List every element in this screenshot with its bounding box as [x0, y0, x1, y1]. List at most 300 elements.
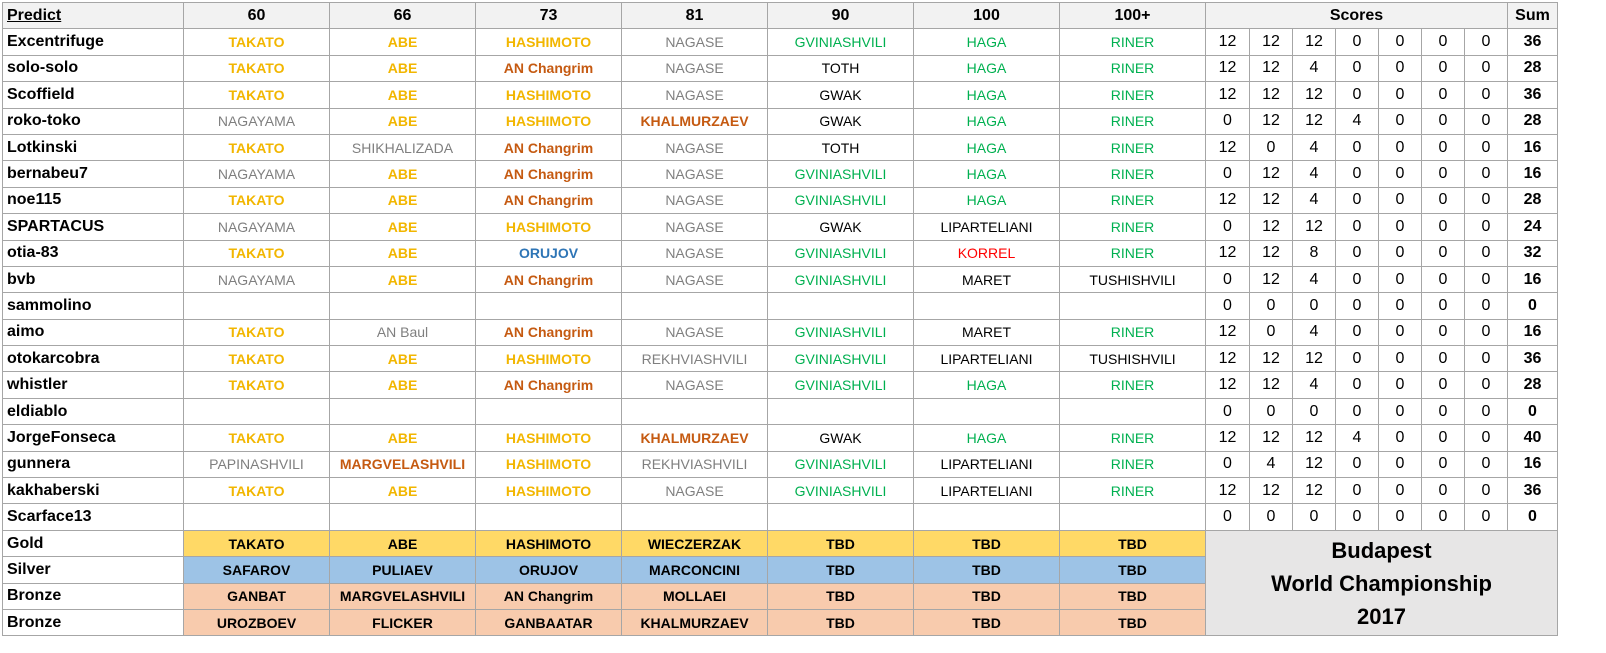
- pick-cell[interactable]: ABE: [330, 240, 476, 266]
- pick-cell[interactable]: GVINIASHVILI: [768, 161, 914, 187]
- sum-cell[interactable]: 28: [1508, 108, 1558, 134]
- score-cell[interactable]: 0: [1206, 266, 1250, 292]
- pick-cell[interactable]: RINER: [1060, 55, 1206, 81]
- player-name[interactable]: Scoffield: [3, 82, 184, 108]
- pick-cell[interactable]: HASHIMOTO: [476, 346, 622, 372]
- pick-cell[interactable]: NAGASE: [622, 161, 768, 187]
- score-cell[interactable]: 12: [1250, 372, 1293, 398]
- player-name[interactable]: Scarface13: [3, 504, 184, 530]
- score-cell[interactable]: 0: [1422, 346, 1465, 372]
- pick-cell[interactable]: KHALMURZAEV: [622, 108, 768, 134]
- score-cell[interactable]: 4: [1293, 187, 1336, 213]
- pick-cell[interactable]: [330, 293, 476, 319]
- pick-cell[interactable]: [914, 293, 1060, 319]
- medal-label[interactable]: Gold: [3, 530, 184, 556]
- category-header-100-plus[interactable]: 100+: [1060, 3, 1206, 29]
- medalist-cell[interactable]: HASHIMOTO: [476, 530, 622, 556]
- predict-header[interactable]: [3, 3, 184, 29]
- score-cell[interactable]: 0: [1465, 425, 1508, 451]
- score-cell[interactable]: 4: [1293, 372, 1336, 398]
- score-cell[interactable]: 4: [1293, 134, 1336, 160]
- medalist-cell[interactable]: UROZBOEV: [184, 609, 330, 635]
- pick-cell[interactable]: [1060, 398, 1206, 424]
- pick-cell[interactable]: TOTH: [768, 55, 914, 81]
- pick-cell[interactable]: [1060, 504, 1206, 530]
- pick-cell[interactable]: [184, 398, 330, 424]
- score-cell[interactable]: 0: [1293, 398, 1336, 424]
- score-cell[interactable]: 0: [1336, 266, 1379, 292]
- pick-cell[interactable]: ABE: [330, 29, 476, 55]
- pick-cell[interactable]: LIPARTELIANI: [914, 451, 1060, 477]
- score-cell[interactable]: 0: [1465, 266, 1508, 292]
- pick-cell[interactable]: GVINIASHVILI: [768, 187, 914, 213]
- sum-cell[interactable]: 24: [1508, 214, 1558, 240]
- score-cell[interactable]: 4: [1336, 425, 1379, 451]
- medalist-cell[interactable]: TBD: [1060, 530, 1206, 556]
- sum-cell[interactable]: 0: [1508, 398, 1558, 424]
- score-cell[interactable]: 0: [1336, 29, 1379, 55]
- pick-cell[interactable]: [622, 398, 768, 424]
- player-name[interactable]: SPARTACUS: [3, 214, 184, 240]
- score-cell[interactable]: 12: [1250, 478, 1293, 504]
- pick-cell[interactable]: [622, 504, 768, 530]
- pick-cell[interactable]: TAKATO: [184, 29, 330, 55]
- pick-cell[interactable]: GVINIASHVILI: [768, 240, 914, 266]
- medalist-cell[interactable]: TBD: [768, 583, 914, 609]
- medalist-cell[interactable]: TBD: [914, 583, 1060, 609]
- score-cell[interactable]: 12: [1293, 346, 1336, 372]
- sum-cell[interactable]: 0: [1508, 293, 1558, 319]
- pick-cell[interactable]: TAKATO: [184, 134, 330, 160]
- pick-cell[interactable]: KHALMURZAEV: [622, 425, 768, 451]
- score-cell[interactable]: 0: [1379, 82, 1422, 108]
- pick-cell[interactable]: HASHIMOTO: [476, 425, 622, 451]
- pick-cell[interactable]: [330, 504, 476, 530]
- score-cell[interactable]: 12: [1293, 108, 1336, 134]
- pick-cell[interactable]: [476, 504, 622, 530]
- sum-cell[interactable]: 28: [1508, 372, 1558, 398]
- score-cell[interactable]: 0: [1336, 319, 1379, 345]
- score-cell[interactable]: 12: [1206, 319, 1250, 345]
- pick-cell[interactable]: NAGASE: [622, 187, 768, 213]
- pick-cell[interactable]: ABE: [330, 425, 476, 451]
- sum-cell[interactable]: 28: [1508, 187, 1558, 213]
- pick-cell[interactable]: TAKATO: [184, 240, 330, 266]
- pick-cell[interactable]: [476, 398, 622, 424]
- medalist-cell[interactable]: AN Changrim: [476, 583, 622, 609]
- score-cell[interactable]: 4: [1293, 161, 1336, 187]
- pick-cell[interactable]: [914, 398, 1060, 424]
- score-cell[interactable]: 0: [1206, 293, 1250, 319]
- score-cell[interactable]: 0: [1379, 29, 1422, 55]
- pick-cell[interactable]: RINER: [1060, 240, 1206, 266]
- medalist-cell[interactable]: GANBAT: [184, 583, 330, 609]
- pick-cell[interactable]: RINER: [1060, 134, 1206, 160]
- pick-cell[interactable]: TAKATO: [184, 319, 330, 345]
- pick-cell[interactable]: ORUJOV: [476, 240, 622, 266]
- score-cell[interactable]: 12: [1206, 187, 1250, 213]
- medalist-cell[interactable]: ORUJOV: [476, 557, 622, 583]
- score-cell[interactable]: 0: [1422, 161, 1465, 187]
- pick-cell[interactable]: ABE: [330, 214, 476, 240]
- pick-cell[interactable]: HASHIMOTO: [476, 82, 622, 108]
- pick-cell[interactable]: TAKATO: [184, 478, 330, 504]
- pick-cell[interactable]: HAGA: [914, 372, 1060, 398]
- score-cell[interactable]: 0: [1379, 214, 1422, 240]
- medalist-cell[interactable]: ABE: [330, 530, 476, 556]
- score-cell[interactable]: 12: [1206, 55, 1250, 81]
- score-cell[interactable]: 0: [1379, 266, 1422, 292]
- score-cell[interactable]: 0: [1422, 319, 1465, 345]
- pick-cell[interactable]: HASHIMOTO: [476, 214, 622, 240]
- score-cell[interactable]: 0: [1422, 372, 1465, 398]
- sum-header[interactable]: Sum: [1508, 3, 1558, 29]
- category-header-81[interactable]: 81: [622, 3, 768, 29]
- score-cell[interactable]: 0: [1206, 504, 1250, 530]
- score-cell[interactable]: 0: [1336, 214, 1379, 240]
- pick-cell[interactable]: PAPINASHVILI: [184, 451, 330, 477]
- pick-cell[interactable]: AN Changrim: [476, 134, 622, 160]
- score-cell[interactable]: 0: [1422, 214, 1465, 240]
- pick-cell[interactable]: AN Changrim: [476, 319, 622, 345]
- score-cell[interactable]: 0: [1422, 398, 1465, 424]
- score-cell[interactable]: 0: [1422, 504, 1465, 530]
- pick-cell[interactable]: ABE: [330, 266, 476, 292]
- score-cell[interactable]: 0: [1422, 451, 1465, 477]
- pick-cell[interactable]: TAKATO: [184, 82, 330, 108]
- score-cell[interactable]: 0: [1465, 398, 1508, 424]
- score-cell[interactable]: 12: [1250, 266, 1293, 292]
- pick-cell[interactable]: ABE: [330, 108, 476, 134]
- score-cell[interactable]: 0: [1465, 55, 1508, 81]
- pick-cell[interactable]: AN Changrim: [476, 266, 622, 292]
- pick-cell[interactable]: GWAK: [768, 82, 914, 108]
- score-cell[interactable]: 0: [1465, 134, 1508, 160]
- medalist-cell[interactable]: MARGVELASHVILI: [330, 583, 476, 609]
- score-cell[interactable]: 12: [1206, 134, 1250, 160]
- score-cell[interactable]: 0: [1465, 214, 1508, 240]
- pick-cell[interactable]: RINER: [1060, 161, 1206, 187]
- pick-cell[interactable]: TAKATO: [184, 346, 330, 372]
- score-cell[interactable]: 0: [1465, 240, 1508, 266]
- category-header-73[interactable]: 73: [476, 3, 622, 29]
- sum-cell[interactable]: 16: [1508, 451, 1558, 477]
- pick-cell[interactable]: ABE: [330, 82, 476, 108]
- pick-cell[interactable]: GVINIASHVILI: [768, 319, 914, 345]
- score-cell[interactable]: 0: [1422, 240, 1465, 266]
- score-cell[interactable]: 0: [1422, 425, 1465, 451]
- pick-cell[interactable]: [914, 504, 1060, 530]
- score-cell[interactable]: 0: [1379, 451, 1422, 477]
- score-cell[interactable]: 0: [1379, 134, 1422, 160]
- score-cell[interactable]: 0: [1206, 161, 1250, 187]
- pick-cell[interactable]: NAGASE: [622, 240, 768, 266]
- player-name[interactable]: roko-toko: [3, 108, 184, 134]
- pick-cell[interactable]: GVINIASHVILI: [768, 451, 914, 477]
- pick-cell[interactable]: AN Baul: [330, 319, 476, 345]
- pick-cell[interactable]: HASHIMOTO: [476, 29, 622, 55]
- score-cell[interactable]: 12: [1206, 240, 1250, 266]
- score-cell[interactable]: 0: [1379, 108, 1422, 134]
- sum-cell[interactable]: 36: [1508, 29, 1558, 55]
- category-header-60[interactable]: 60: [184, 3, 330, 29]
- pick-cell[interactable]: AN Changrim: [476, 372, 622, 398]
- medalist-cell[interactable]: TBD: [1060, 583, 1206, 609]
- score-cell[interactable]: 0: [1379, 398, 1422, 424]
- player-name[interactable]: solo-solo: [3, 55, 184, 81]
- pick-cell[interactable]: HASHIMOTO: [476, 108, 622, 134]
- pick-cell[interactable]: RINER: [1060, 451, 1206, 477]
- pick-cell[interactable]: NAGASE: [622, 134, 768, 160]
- pick-cell[interactable]: [1060, 293, 1206, 319]
- medalist-cell[interactable]: WIECZERZAK: [622, 530, 768, 556]
- score-cell[interactable]: 0: [1422, 29, 1465, 55]
- medalist-cell[interactable]: TBD: [914, 530, 1060, 556]
- score-cell[interactable]: 0: [1422, 108, 1465, 134]
- medalist-cell[interactable]: TBD: [768, 530, 914, 556]
- player-name[interactable]: otia-83: [3, 240, 184, 266]
- score-cell[interactable]: 0: [1379, 55, 1422, 81]
- pick-cell[interactable]: RINER: [1060, 372, 1206, 398]
- pick-cell[interactable]: TOTH: [768, 134, 914, 160]
- sum-cell[interactable]: 36: [1508, 346, 1558, 372]
- score-cell[interactable]: 0: [1336, 478, 1379, 504]
- score-cell[interactable]: 0: [1250, 293, 1293, 319]
- pick-cell[interactable]: GWAK: [768, 108, 914, 134]
- score-cell[interactable]: 0: [1465, 319, 1508, 345]
- score-cell[interactable]: 0: [1465, 187, 1508, 213]
- score-cell[interactable]: 0: [1336, 346, 1379, 372]
- pick-cell[interactable]: LIPARTELIANI: [914, 214, 1060, 240]
- score-cell[interactable]: 0: [1379, 187, 1422, 213]
- pick-cell[interactable]: TUSHISHVILI: [1060, 346, 1206, 372]
- sum-cell[interactable]: 36: [1508, 478, 1558, 504]
- score-cell[interactable]: 0: [1379, 161, 1422, 187]
- score-cell[interactable]: 12: [1293, 214, 1336, 240]
- medalist-cell[interactable]: TBD: [768, 557, 914, 583]
- score-cell[interactable]: 0: [1465, 451, 1508, 477]
- score-cell[interactable]: 0: [1379, 425, 1422, 451]
- score-cell[interactable]: 12: [1293, 82, 1336, 108]
- score-cell[interactable]: 0: [1336, 504, 1379, 530]
- score-cell[interactable]: 12: [1206, 82, 1250, 108]
- pick-cell[interactable]: GVINIASHVILI: [768, 266, 914, 292]
- medal-label[interactable]: Bronze: [3, 609, 184, 635]
- pick-cell[interactable]: NAGASE: [622, 82, 768, 108]
- pick-cell[interactable]: TAKATO: [184, 55, 330, 81]
- pick-cell[interactable]: RINER: [1060, 214, 1206, 240]
- score-cell[interactable]: 0: [1336, 372, 1379, 398]
- pick-cell[interactable]: [768, 504, 914, 530]
- score-cell[interactable]: 12: [1250, 55, 1293, 81]
- pick-cell[interactable]: NAGAYAMA: [184, 214, 330, 240]
- score-cell[interactable]: 0: [1250, 134, 1293, 160]
- pick-cell[interactable]: GVINIASHVILI: [768, 372, 914, 398]
- medal-label[interactable]: Silver: [3, 557, 184, 583]
- score-cell[interactable]: 0: [1336, 240, 1379, 266]
- pick-cell[interactable]: NAGASE: [622, 319, 768, 345]
- sum-cell[interactable]: 16: [1508, 161, 1558, 187]
- sum-cell[interactable]: 16: [1508, 134, 1558, 160]
- pick-cell[interactable]: GWAK: [768, 214, 914, 240]
- pick-cell[interactable]: NAGASE: [622, 29, 768, 55]
- score-cell[interactable]: 0: [1465, 29, 1508, 55]
- pick-cell[interactable]: [768, 398, 914, 424]
- score-cell[interactable]: 0: [1250, 504, 1293, 530]
- medalist-cell[interactable]: TBD: [1060, 609, 1206, 635]
- medalist-cell[interactable]: MOLLAEI: [622, 583, 768, 609]
- player-name[interactable]: JorgeFonseca: [3, 425, 184, 451]
- pick-cell[interactable]: [330, 398, 476, 424]
- sum-cell[interactable]: 0: [1508, 504, 1558, 530]
- score-cell[interactable]: 4: [1293, 319, 1336, 345]
- score-cell[interactable]: 12: [1206, 372, 1250, 398]
- sum-cell[interactable]: 28: [1508, 55, 1558, 81]
- pick-cell[interactable]: RINER: [1060, 478, 1206, 504]
- score-cell[interactable]: 0: [1465, 478, 1508, 504]
- score-cell[interactable]: 12: [1293, 478, 1336, 504]
- pick-cell[interactable]: [184, 504, 330, 530]
- sum-cell[interactable]: 40: [1508, 425, 1558, 451]
- pick-cell[interactable]: RINER: [1060, 187, 1206, 213]
- pick-cell[interactable]: HAGA: [914, 29, 1060, 55]
- player-name[interactable]: sammolino: [3, 293, 184, 319]
- score-cell[interactable]: 0: [1336, 55, 1379, 81]
- score-cell[interactable]: 12: [1250, 29, 1293, 55]
- pick-cell[interactable]: GWAK: [768, 425, 914, 451]
- player-name[interactable]: eldiablo: [3, 398, 184, 424]
- score-cell[interactable]: 0: [1206, 398, 1250, 424]
- pick-cell[interactable]: RINER: [1060, 425, 1206, 451]
- score-cell[interactable]: 4: [1293, 55, 1336, 81]
- pick-cell[interactable]: RINER: [1060, 82, 1206, 108]
- score-cell[interactable]: 0: [1379, 240, 1422, 266]
- pick-cell[interactable]: HAGA: [914, 161, 1060, 187]
- score-cell[interactable]: 12: [1206, 29, 1250, 55]
- score-cell[interactable]: 12: [1250, 82, 1293, 108]
- score-cell[interactable]: 0: [1465, 504, 1508, 530]
- score-cell[interactable]: 0: [1422, 293, 1465, 319]
- pick-cell[interactable]: [768, 293, 914, 319]
- pick-cell[interactable]: KORREL: [914, 240, 1060, 266]
- pick-cell[interactable]: ABE: [330, 187, 476, 213]
- pick-cell[interactable]: TAKATO: [184, 372, 330, 398]
- score-cell[interactable]: 0: [1422, 266, 1465, 292]
- pick-cell[interactable]: HAGA: [914, 187, 1060, 213]
- score-cell[interactable]: 0: [1465, 82, 1508, 108]
- score-cell[interactable]: 0: [1465, 372, 1508, 398]
- medalist-cell[interactable]: TBD: [914, 557, 1060, 583]
- pick-cell[interactable]: AN Changrim: [476, 187, 622, 213]
- score-cell[interactable]: 0: [1250, 398, 1293, 424]
- score-cell[interactable]: 12: [1250, 425, 1293, 451]
- category-header-90[interactable]: 90: [768, 3, 914, 29]
- player-name[interactable]: bernabeu7: [3, 161, 184, 187]
- pick-cell[interactable]: REKHVIASHVILI: [622, 451, 768, 477]
- score-cell[interactable]: 0: [1206, 214, 1250, 240]
- score-cell[interactable]: 0: [1336, 161, 1379, 187]
- score-cell[interactable]: 0: [1422, 134, 1465, 160]
- score-cell[interactable]: 0: [1293, 293, 1336, 319]
- pick-cell[interactable]: ABE: [330, 346, 476, 372]
- medalist-cell[interactable]: TBD: [768, 609, 914, 635]
- score-cell[interactable]: 0: [1250, 319, 1293, 345]
- pick-cell[interactable]: NAGAYAMA: [184, 108, 330, 134]
- pick-cell[interactable]: HAGA: [914, 425, 1060, 451]
- pick-cell[interactable]: NAGASE: [622, 372, 768, 398]
- score-cell[interactable]: 12: [1250, 346, 1293, 372]
- score-cell[interactable]: 0: [1465, 161, 1508, 187]
- score-cell[interactable]: 0: [1336, 293, 1379, 319]
- score-cell[interactable]: 0: [1336, 398, 1379, 424]
- pick-cell[interactable]: MARGVELASHVILI: [330, 451, 476, 477]
- pick-cell[interactable]: HAGA: [914, 55, 1060, 81]
- score-cell[interactable]: 0: [1206, 108, 1250, 134]
- player-name[interactable]: otokarcobra: [3, 346, 184, 372]
- score-cell[interactable]: 12: [1206, 346, 1250, 372]
- score-cell[interactable]: 0: [1379, 293, 1422, 319]
- score-cell[interactable]: 0: [1465, 108, 1508, 134]
- pick-cell[interactable]: ABE: [330, 478, 476, 504]
- pick-cell[interactable]: MARET: [914, 266, 1060, 292]
- pick-cell[interactable]: [184, 293, 330, 319]
- pick-cell[interactable]: HAGA: [914, 82, 1060, 108]
- pick-cell[interactable]: TAKATO: [184, 187, 330, 213]
- pick-cell[interactable]: MARET: [914, 319, 1060, 345]
- medalist-cell[interactable]: SAFAROV: [184, 557, 330, 583]
- score-cell[interactable]: 0: [1379, 346, 1422, 372]
- score-cell[interactable]: 0: [1465, 293, 1508, 319]
- score-cell[interactable]: 12: [1293, 425, 1336, 451]
- player-name[interactable]: noe115: [3, 187, 184, 213]
- scores-header[interactable]: Scores: [1206, 3, 1508, 29]
- score-cell[interactable]: 12: [1206, 478, 1250, 504]
- score-cell[interactable]: 0: [1379, 504, 1422, 530]
- score-cell[interactable]: 12: [1293, 29, 1336, 55]
- score-cell[interactable]: 0: [1293, 504, 1336, 530]
- pick-cell[interactable]: REKHVIASHVILI: [622, 346, 768, 372]
- sum-cell[interactable]: 16: [1508, 319, 1558, 345]
- player-name[interactable]: Lotkinski: [3, 134, 184, 160]
- medalist-cell[interactable]: PULIAEV: [330, 557, 476, 583]
- pick-cell[interactable]: GVINIASHVILI: [768, 478, 914, 504]
- pick-cell[interactable]: GVINIASHVILI: [768, 29, 914, 55]
- medalist-cell[interactable]: MARCONCINI: [622, 557, 768, 583]
- pick-cell[interactable]: NAGASE: [622, 214, 768, 240]
- score-cell[interactable]: 0: [1336, 451, 1379, 477]
- pick-cell[interactable]: NAGASE: [622, 266, 768, 292]
- pick-cell[interactable]: NAGAYAMA: [184, 161, 330, 187]
- player-name[interactable]: whistler: [3, 372, 184, 398]
- pick-cell[interactable]: NAGASE: [622, 55, 768, 81]
- score-cell[interactable]: 12: [1250, 187, 1293, 213]
- score-cell[interactable]: 4: [1293, 266, 1336, 292]
- medalist-cell[interactable]: GANBAATAR: [476, 609, 622, 635]
- pick-cell[interactable]: HAGA: [914, 134, 1060, 160]
- score-cell[interactable]: 0: [1465, 346, 1508, 372]
- score-cell[interactable]: 12: [1250, 214, 1293, 240]
- player-name[interactable]: gunnera: [3, 451, 184, 477]
- player-name[interactable]: kakhaberski: [3, 478, 184, 504]
- sum-cell[interactable]: 36: [1508, 82, 1558, 108]
- score-cell[interactable]: 12: [1250, 240, 1293, 266]
- score-cell[interactable]: 0: [1206, 451, 1250, 477]
- pick-cell[interactable]: ABE: [330, 55, 476, 81]
- medalist-cell[interactable]: FLICKER: [330, 609, 476, 635]
- pick-cell[interactable]: AN Changrim: [476, 55, 622, 81]
- score-cell[interactable]: 4: [1250, 451, 1293, 477]
- pick-cell[interactable]: RINER: [1060, 29, 1206, 55]
